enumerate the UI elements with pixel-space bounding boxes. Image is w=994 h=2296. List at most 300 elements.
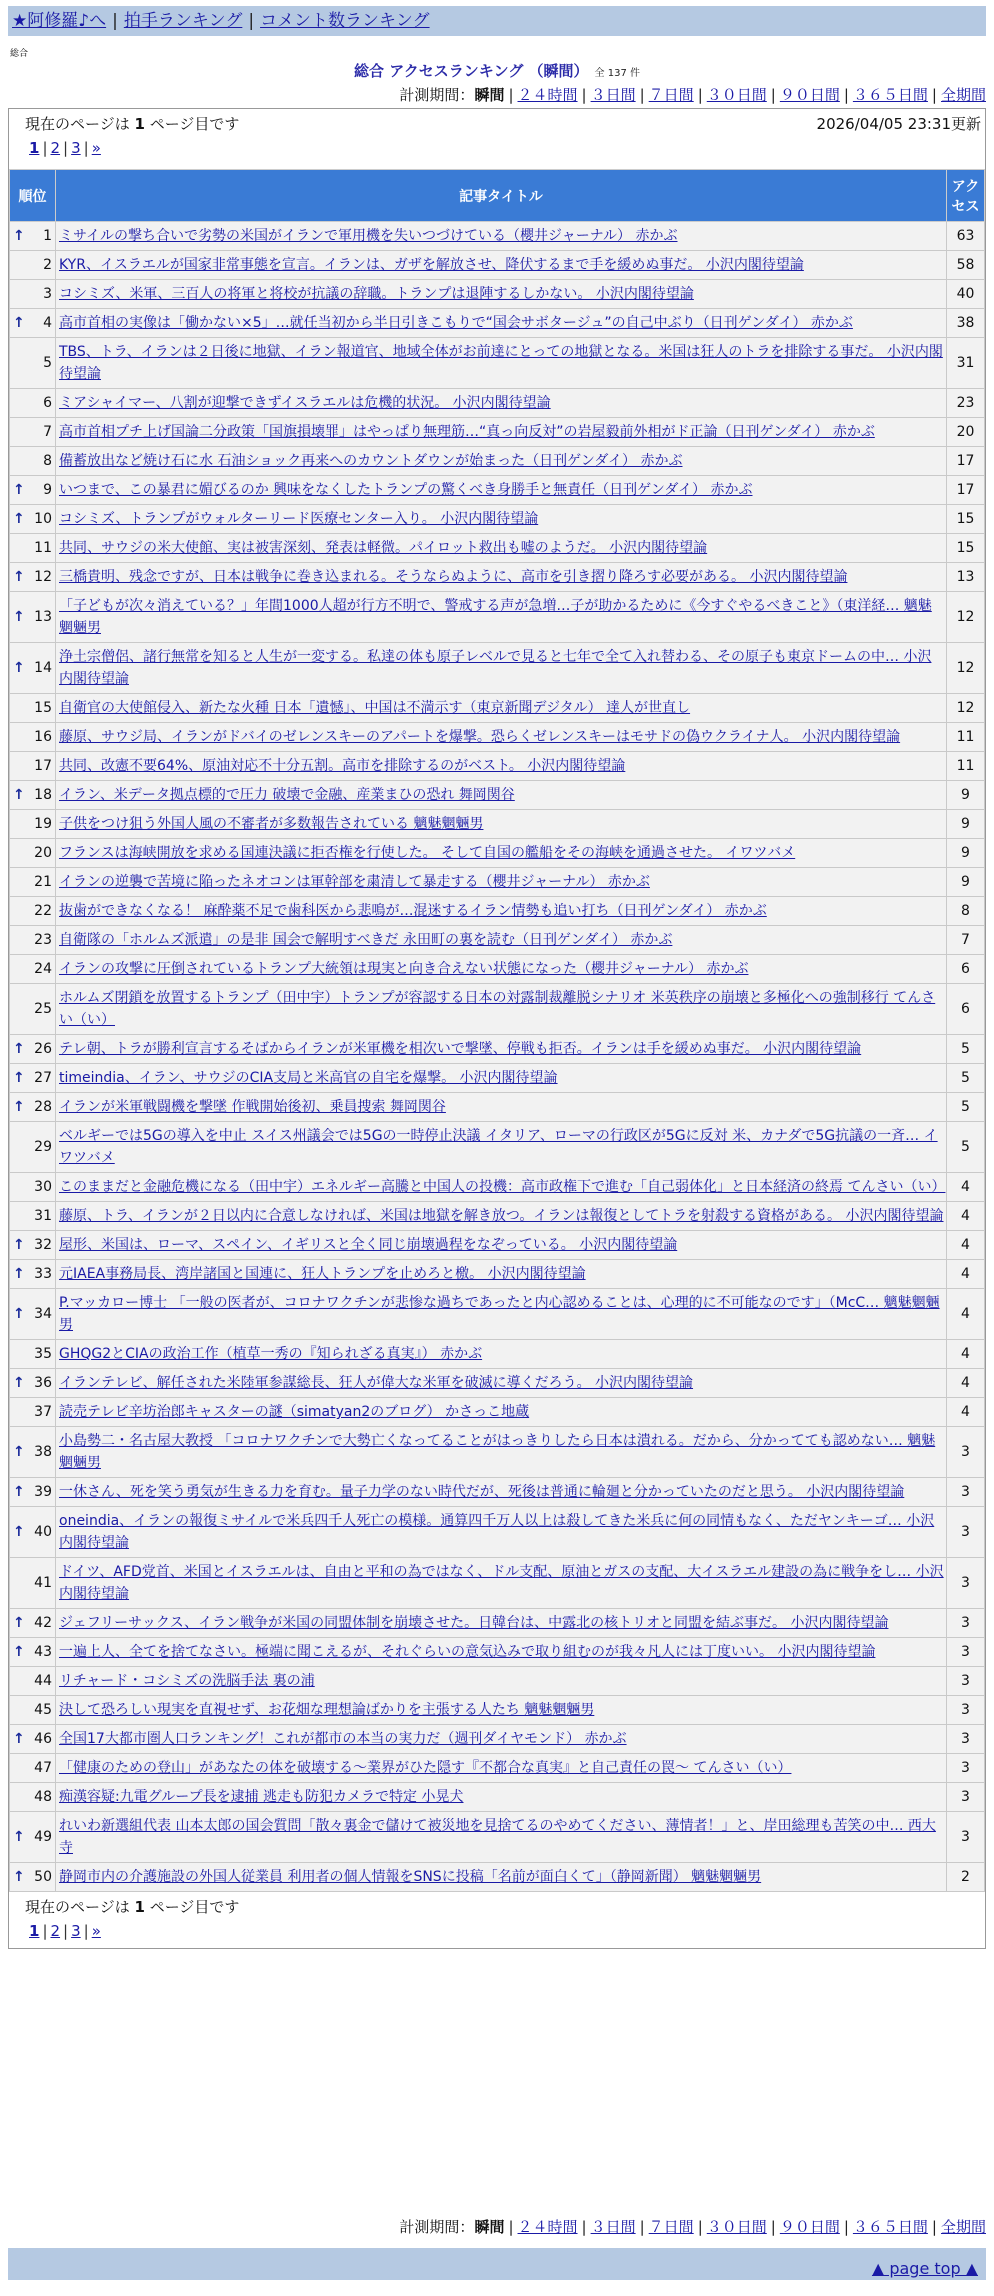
- article-link[interactable]: 「健康のための登山」があなたの体を破壊する〜業界がひた隠す『不都合な真実』と自己責任の罠〜 てんさい（い）: [59, 1760, 792, 1776]
- access-count: 11: [947, 723, 985, 752]
- access-count: 3: [947, 1638, 985, 1667]
- access-count: 11: [947, 752, 985, 781]
- table-row: [10, 447, 985, 476]
- period-separator: |: [639, 86, 645, 104]
- article-link[interactable]: いつまで、この暴君に媚びるのか 興味をなくしたトランプの驚くべき身勝手と無責任（日刊ゲンダイ） 赤かぶ: [59, 482, 753, 498]
- rank-cell: [10, 723, 56, 752]
- rank-cell: [10, 1231, 56, 1260]
- article-link[interactable]: 全国17大都市圏人口ランキング！これが都市の本当の実力だ（週刊ダイヤモンド） 赤かぶ: [59, 1731, 627, 1747]
- title-cell: [56, 1231, 947, 1260]
- rank-cell: [10, 694, 56, 723]
- article-link[interactable]: イラン、米データ拠点標的で圧力 破壊で金融、産業まひの恐れ 舞岡関谷: [59, 787, 515, 803]
- rank-number: 13: [34, 609, 52, 625]
- rank-cell: [10, 447, 56, 476]
- period-link[interactable]: ３０日間: [706, 86, 767, 104]
- page-link-3[interactable]: 3: [71, 139, 81, 157]
- table-row: [10, 810, 985, 839]
- rank-number: 26: [34, 1041, 52, 1057]
- article-link[interactable]: GHQG2とCIAの政治工作（植草一秀の『知られざる真実』） 赤かぶ: [59, 1346, 483, 1362]
- up-arrow-icon: ↑: [13, 1070, 25, 1086]
- title-cell: [56, 752, 947, 781]
- title-cell: [56, 1035, 947, 1064]
- up-arrow-icon: ↑: [13, 1829, 25, 1845]
- period-separator: |: [770, 2218, 776, 2236]
- comment-ranking-link[interactable]: コメント数ランキング: [260, 11, 430, 31]
- rank-cell: [10, 1478, 56, 1507]
- rank-cell: [10, 1093, 56, 1122]
- period-link[interactable]: ３０日間: [706, 2218, 767, 2236]
- article-link[interactable]: oneindia、イランの報復ミサイルで米兵四千人死亡の模様。通算四千万人以上は殺してきた米兵に何の同情もなく、ただヤンキーゴ… 小沢内閣待望論: [59, 1513, 935, 1551]
- article-link[interactable]: テレ朝、トラが勝利宣言するそばからイランが米軍機を相次いで撃墜、停戦も拒否。イランは手を緩めぬ事だ。 小沢内閣待望論: [59, 1041, 862, 1057]
- article-link[interactable]: 共同、改憲不要64%、原油対応不十分五割。高市を排除するのがベスト。 小沢内閣待望論: [59, 758, 626, 774]
- rank-number: 20: [34, 845, 52, 861]
- article-link[interactable]: 備蓄放出など焼け石に水 石油ショック再来へのカウントダウンが始まった（日刊ゲンダイ） 赤かぶ: [59, 453, 683, 469]
- rank-number: 33: [34, 1266, 52, 1282]
- period-separator: |: [843, 86, 849, 104]
- article-link[interactable]: timeindia、イラン、サウジのCIA支局と米高官の自宅を爆撃。 小沢内閣待望論: [59, 1070, 558, 1086]
- period-link[interactable]: ７日間: [648, 2218, 694, 2236]
- rank-cell: [10, 1783, 56, 1812]
- table-row: [10, 1609, 985, 1638]
- table-row: [10, 723, 985, 752]
- rank-cell: [10, 926, 56, 955]
- table-row: [10, 476, 985, 505]
- page-top-link[interactable]: ▲ page top ▲: [871, 2259, 978, 2278]
- access-count: 4: [947, 1202, 985, 1231]
- period-separator: |: [770, 86, 776, 104]
- table-row: [10, 1340, 985, 1369]
- up-arrow-icon: ↑: [13, 315, 25, 331]
- access-count: 5: [947, 1035, 985, 1064]
- rank-number: 44: [34, 1673, 52, 1689]
- title-cell: [56, 1609, 947, 1638]
- updated-time: 2026/04/05 23:31更新: [816, 115, 981, 133]
- rank-cell: [10, 563, 56, 592]
- page-separator: |: [63, 139, 69, 157]
- period-link[interactable]: ９０日間: [779, 2218, 840, 2236]
- table-row: [10, 1289, 985, 1340]
- access-count: 4: [947, 1289, 985, 1340]
- period-selector-bottom: [399, 2216, 986, 2237]
- article-link[interactable]: ドイツ、AFD党首、米国とイスラエルは、自由と平和の為ではなく、ドル支配、原油とガスの支配、大イスラエル建設の為に戦争をし… 小沢内閣待望論: [59, 1564, 944, 1602]
- table-row: [10, 563, 985, 592]
- access-count: 13: [947, 563, 985, 592]
- article-link[interactable]: 自衛官の大使館侵入、新たな火種 日本「遺憾」、中国は不満示す（東京新聞デジタル） 達人が世直し: [59, 700, 691, 716]
- rank-number: 23: [34, 932, 52, 948]
- title-cell: [56, 839, 947, 868]
- up-arrow-icon: ↑: [13, 1041, 25, 1057]
- table-row: [10, 1754, 985, 1783]
- table-row: [10, 1398, 985, 1427]
- table-row: [10, 251, 985, 280]
- bottom-bar: [8, 2248, 986, 2280]
- access-count: 4: [947, 1173, 985, 1202]
- title-cell: [56, 897, 947, 926]
- rank-cell: [10, 251, 56, 280]
- article-link[interactable]: フランスは海峡開放を求める国連決議に拒否権を行使した。 そして自国の艦船をその海峡を通過させた。 イワツバメ: [59, 845, 796, 861]
- rank-number: 50: [34, 1869, 52, 1885]
- rank-cell: [10, 389, 56, 418]
- up-arrow-icon: ↑: [13, 787, 25, 803]
- article-link[interactable]: 「子どもが次々消えている？」年間1000人超が行方不明で、警戒する声が急増…子が助かるために《今すぐやるべきこと》（東洋経… 魑魅魍魎男: [59, 598, 932, 636]
- title-cell: [56, 1667, 947, 1696]
- title-cell: [56, 1638, 947, 1667]
- access-count: 63: [947, 222, 985, 251]
- rank-number: 2: [43, 257, 52, 273]
- table-row: [10, 222, 985, 251]
- title-cell: [56, 723, 947, 752]
- access-count: 9: [947, 839, 985, 868]
- access-count: 9: [947, 868, 985, 897]
- article-link[interactable]: 痴漢容疑:九電グループ長を逮捕 逃走も防犯カメラで特定 小晃犬: [59, 1789, 464, 1805]
- rank-cell: [10, 1427, 56, 1478]
- period-link[interactable]: ２４時間: [517, 2218, 578, 2236]
- rank-header: 順位: [10, 170, 56, 222]
- title-cell: [56, 309, 947, 338]
- rank-number: 41: [34, 1575, 52, 1591]
- rank-cell: [10, 868, 56, 897]
- rank-cell: [10, 1558, 56, 1609]
- rank-cell: [10, 752, 56, 781]
- page-separator: |: [42, 1922, 48, 1940]
- access-count: 17: [947, 447, 985, 476]
- article-link[interactable]: 読売テレビ辛坊治郎キャスターの謎（simatyan2のブログ） かさっこ地蔵: [59, 1404, 530, 1420]
- rank-number: 4: [43, 315, 52, 331]
- period-label: 計測期間：: [399, 2218, 475, 2236]
- rank-number: 40: [34, 1524, 52, 1540]
- table-row: [10, 1093, 985, 1122]
- page-link-1[interactable]: 1: [29, 139, 40, 157]
- title-header: 記事タイトル: [56, 170, 947, 222]
- title-cell: [56, 534, 947, 563]
- table-row: [10, 1035, 985, 1064]
- table-row: [10, 1231, 985, 1260]
- article-link[interactable]: TBS、トラ、イランは２日後に地獄、イラン報道官、地域全体がお前達にとっての地獄となる。米国は狂人のトラを排除する事だ。 小沢内閣待望論: [59, 344, 943, 382]
- rank-number: 37: [34, 1404, 52, 1420]
- period-link[interactable]: ７日間: [648, 86, 694, 104]
- rank-number: 14: [34, 660, 52, 676]
- table-row: [10, 1667, 985, 1696]
- table-row: [10, 839, 985, 868]
- title-cell: [56, 1289, 947, 1340]
- period-link[interactable]: ３日間: [590, 86, 636, 104]
- rank-cell: [10, 839, 56, 868]
- period-separator: |: [843, 2218, 849, 2236]
- up-arrow-icon: ↑: [13, 228, 25, 244]
- table-row: [10, 1064, 985, 1093]
- title-cell: [56, 418, 947, 447]
- article-link[interactable]: 自衛隊の「ホルムズ派遣」の是非 国会で解明すべきだ 永田町の裏を読む（日刊ゲンダイ） 赤かぶ: [59, 932, 673, 948]
- access-count: 7: [947, 926, 985, 955]
- article-link[interactable]: ベルギーでは5Gの導入を中止 スイス州議会では5Gの一時停止決議 イタリア、ローマの行政区が5Gに反対 米、カナダで5G抗議の一斉… イワツバメ: [59, 1128, 938, 1166]
- rank-number: 46: [34, 1731, 52, 1747]
- home-link[interactable]: ★阿修羅♪へ: [12, 11, 107, 31]
- access-count: 12: [947, 643, 985, 694]
- ranking-frame: [8, 108, 986, 1949]
- rank-number: 28: [34, 1099, 52, 1115]
- rank-cell: [10, 592, 56, 643]
- article-link[interactable]: イランの逆襲で苦境に陥ったネオコンは軍幹部を粛清して暴走する（櫻井ジャーナル） 赤かぶ: [59, 874, 650, 890]
- rank-number: 34: [34, 1306, 52, 1322]
- title-cell: [56, 955, 947, 984]
- article-link[interactable]: ミサイルの撃ち合いで劣勢の米国がイランで軍用機を失いつづけている（櫻井ジャーナル） 赤かぶ: [59, 228, 678, 244]
- article-link[interactable]: 一遍上人、全てを捨てなさい。極端に聞こえるが、それぐらいの意気込みで取り組むのが我々凡人には丁度いい。 小沢内閣待望論: [59, 1644, 876, 1660]
- access-count: 5: [947, 1122, 985, 1173]
- rank-number: 17: [34, 758, 52, 774]
- table-row: [10, 694, 985, 723]
- rank-number: 19: [34, 816, 52, 832]
- access-count: 4: [947, 1398, 985, 1427]
- rank-cell: [10, 1507, 56, 1558]
- article-link[interactable]: 屋形、米国は、ローマ、スペイン、イギリスと全く同じ崩壊過程をなぞっている。 小沢内閣待望論: [59, 1237, 678, 1253]
- rank-cell: [10, 1340, 56, 1369]
- title-cell: [56, 926, 947, 955]
- rank-number: 47: [34, 1760, 52, 1776]
- up-arrow-icon: ↑: [13, 1524, 25, 1540]
- access-count: 17: [947, 476, 985, 505]
- article-link[interactable]: れいわ新選組代表 山本太郎の国会質問「散々裏金で儲けて被災地を見捨てるのやめてください、薄情者！」と、岸田総理も苦笑の中… 西大寺: [59, 1818, 936, 1856]
- current-page-text-bottom: 現在のページは 1 ページ目です: [25, 1898, 240, 1916]
- current-page-number: 1: [134, 115, 145, 133]
- rank-cell: [10, 643, 56, 694]
- rank-number: 38: [34, 1444, 52, 1460]
- period-link[interactable]: ２４時間: [517, 86, 578, 104]
- rank-cell: [10, 955, 56, 984]
- current-page-number: 1: [134, 1898, 145, 1916]
- access-count: 5: [947, 1064, 985, 1093]
- title-cell: [56, 389, 947, 418]
- table-row: [10, 984, 985, 1035]
- title-cell: [56, 338, 947, 389]
- period-separator: |: [639, 2218, 645, 2236]
- period-link[interactable]: ３６５日間: [852, 86, 928, 104]
- access-count: 3: [947, 1609, 985, 1638]
- rank-cell: [10, 338, 56, 389]
- access-count: 3: [947, 1725, 985, 1754]
- page-link-1[interactable]: 1: [29, 1922, 40, 1940]
- up-arrow-icon: ↑: [13, 1644, 25, 1660]
- rank-number: 11: [34, 540, 52, 556]
- title-cell: [56, 505, 947, 534]
- rank-number: 16: [34, 729, 52, 745]
- article-link[interactable]: 藤原、トラ、イランが２日以内に合意しなければ、米国は地獄を解き放つ。イランは報復としてトラを射殺する資格がある。 小沢内閣待望論: [59, 1208, 944, 1224]
- up-arrow-icon: ↑: [13, 482, 25, 498]
- period-label: 計測期間：: [399, 86, 475, 104]
- rank-cell: [10, 1863, 56, 1892]
- article-link[interactable]: コシミズ、トランプがウォルターリード医療センター入り。 小沢内閣待望論: [59, 511, 539, 527]
- article-link[interactable]: P.マッカロー博士 「一般の医者が、コロナワクチンが悲惨な過ちであったと内心認めることは、心理的に不可能なのです」（McC… 魑魅魍魎男: [59, 1295, 940, 1333]
- period-separator: |: [508, 2218, 514, 2236]
- article-link[interactable]: 静岡市内の介護施設の外国人従業員 利用者の個人情報をSNSに投稿「名前が面白くて」（静岡新聞） 魑魅魍魎男: [59, 1869, 762, 1885]
- article-link[interactable]: 一休さん、死を笑う勇気が生きる力を育む。量子力学のない時代だが、死後は普通に輪廻と分かっていたのだと思う。 小沢内閣待望論: [59, 1484, 905, 1500]
- up-arrow-icon: ↑: [13, 1237, 25, 1253]
- rank-cell: [10, 1289, 56, 1340]
- article-link[interactable]: ホルムズ閉鎖を放置するトランプ（田中宇）トランプが容認する日本の対露制裁離脱シナリオ 米英秩序の崩壊と多極化への強制移行 てんさい（い）: [59, 990, 936, 1028]
- article-link[interactable]: ミアシャイマー、八割が迎撃できずイスラエルは危機的状況。 小沢内閣待望論: [59, 395, 551, 411]
- article-link[interactable]: 子供をつけ狙う外国人風の不審者が多数報告されている 魑魅魍魎男: [59, 816, 484, 832]
- article-link[interactable]: このままだと金融危機になる（田中宇）エネルギー高騰と中国人の投機：高市政権下で進む「自己弱体化」と日本経済の終焉 てんさい（い）: [59, 1179, 946, 1195]
- period-separator: |: [581, 86, 587, 104]
- rank-cell: [10, 505, 56, 534]
- rank-cell: [10, 1638, 56, 1667]
- article-link[interactable]: リチャード・コシミズの洗脳手法 裏の浦: [59, 1673, 315, 1689]
- rank-cell: [10, 1667, 56, 1696]
- period-link[interactable]: 全期間: [940, 2218, 986, 2236]
- rank-cell: [10, 1064, 56, 1093]
- table-row: [10, 338, 985, 389]
- page-separator: |: [83, 139, 89, 157]
- next-page-link[interactable]: »: [91, 139, 101, 157]
- rank-number: 18: [34, 787, 52, 803]
- title-cell: [56, 1398, 947, 1427]
- article-link[interactable]: ジェフリーサックス、イラン戦争が米国の同盟体制を崩壊させた。日韓台は、中露北の核トリオと同盟を結ぶ事だ。 小沢内閣待望論: [59, 1615, 889, 1631]
- rank-number: 27: [34, 1070, 52, 1086]
- rank-cell: [10, 1609, 56, 1638]
- page-link-2[interactable]: 2: [50, 139, 61, 157]
- title-cell: [56, 447, 947, 476]
- article-link[interactable]: イランテレビ、解任された米陸軍参謀総長、狂人が偉大な米軍を破滅に導くだろう。 小沢内閣待望論: [59, 1375, 694, 1391]
- rank-cell: [10, 1369, 56, 1398]
- access-header: アクセス: [947, 170, 985, 222]
- rank-number: 3: [43, 286, 52, 302]
- table-row: [10, 1173, 985, 1202]
- access-count: 3: [947, 1558, 985, 1609]
- title-cell: [56, 1558, 947, 1609]
- title-cell: [56, 1783, 947, 1812]
- access-count: 12: [947, 694, 985, 723]
- article-link[interactable]: 元IAEA事務局長、湾岸諸国と国連に、狂人トランプを止めろと檄。 小沢内閣待望論: [59, 1266, 586, 1282]
- rank-cell: [10, 476, 56, 505]
- title-cell: [56, 781, 947, 810]
- period-link[interactable]: ３６５日間: [852, 2218, 928, 2236]
- title-cell: [56, 1122, 947, 1173]
- article-link[interactable]: 決して恐ろしい現実を直視せず、お花畑な理想論ばかりを主張する人たち 魑魅魍魎男: [59, 1702, 595, 1718]
- article-link[interactable]: 高市首相プチ上げ国論二分政策「国旗損壊罪」はやっぱり無理筋…“真っ向反対”の岩屋毅前外相がド正論（日刊ゲンダイ） 赤かぶ: [59, 424, 875, 440]
- up-arrow-icon: ↑: [13, 1484, 25, 1500]
- table-row: [10, 752, 985, 781]
- access-count: 31: [947, 338, 985, 389]
- access-count: 3: [947, 1667, 985, 1696]
- pagination-top: [29, 139, 101, 157]
- page-info-bottom: [9, 1892, 985, 1948]
- rank-cell: [10, 1398, 56, 1427]
- period-link[interactable]: 全期間: [940, 86, 986, 104]
- rank-number: 35: [34, 1346, 52, 1362]
- article-link[interactable]: 浄土宗僧侶、諸行無常を知ると人生が一変する。私達の体も原子レベルで見ると七年で全て入れ替わる、その原子も東京ドームの中… 小沢内閣待望論: [59, 649, 932, 687]
- article-link[interactable]: 小島勢二・名古屋大教授 「コロナワクチンで大勢亡くなってることがはっきりしたら日本は潰れる。だから、分かってても認めない… 魑魅魍魎男: [59, 1433, 936, 1471]
- article-link[interactable]: イランの攻撃に圧倒されているトランプ大統領は現実と向き合えない状態になった（櫻井ジャーナル） 赤かぶ: [59, 961, 749, 977]
- title-cell: [56, 1064, 947, 1093]
- access-count: 5: [947, 1093, 985, 1122]
- access-count: 6: [947, 984, 985, 1035]
- up-arrow-icon: ↑: [13, 660, 25, 676]
- table-row: [10, 505, 985, 534]
- period-link[interactable]: ９０日間: [779, 86, 840, 104]
- up-arrow-icon: ↑: [13, 569, 25, 585]
- rank-cell: [10, 280, 56, 309]
- period-separator: |: [697, 86, 703, 104]
- access-count: 3: [947, 1427, 985, 1478]
- rank-number: 42: [34, 1615, 52, 1631]
- access-count: 2: [947, 1863, 985, 1892]
- title-cell: [56, 1863, 947, 1892]
- title-cell: [56, 1754, 947, 1783]
- next-page-link[interactable]: »: [91, 1922, 101, 1940]
- rank-number: 25: [34, 1001, 52, 1017]
- access-count: 58: [947, 251, 985, 280]
- article-link[interactable]: 藤原、サウジ局、イランがドバイのゼレンスキーのアパートを爆撃。恐らくゼレンスキーはモサドの偽ウクライナ人。 小沢内閣待望論: [59, 729, 901, 745]
- clap-ranking-link[interactable]: 拍手ランキング: [123, 11, 243, 31]
- rank-number: 22: [34, 903, 52, 919]
- rank-cell: [10, 1260, 56, 1289]
- rank-number: 12: [34, 569, 52, 585]
- article-link[interactable]: 三橋貴明、残念ですが、日本は戦争に巻き込まれる。そうならぬように、高市を引き摺り降ろす必要がある。 小沢内閣待望論: [59, 569, 848, 585]
- table-row: [10, 534, 985, 563]
- up-arrow-icon: ↑: [13, 1615, 25, 1631]
- table-row: [10, 781, 985, 810]
- table-row: [10, 1638, 985, 1667]
- up-arrow-icon: ↑: [13, 1444, 25, 1460]
- rank-number: 1: [43, 228, 52, 244]
- title-cell: [56, 222, 947, 251]
- table-row: [10, 418, 985, 447]
- rank-number: 49: [34, 1829, 52, 1845]
- article-link[interactable]: コシミズ、米軍、三百人の将軍と将校が抗議の辞職。トランプは退陣するしかない。 小沢内閣待望論: [59, 286, 694, 302]
- access-count: 23: [947, 389, 985, 418]
- table-row: [10, 1783, 985, 1812]
- access-count: 4: [947, 1260, 985, 1289]
- table-row: [10, 1558, 985, 1609]
- article-link[interactable]: イランが米軍戦闘機を撃墜 作戦開始後初、乗員捜索 舞岡関谷: [59, 1099, 446, 1115]
- article-link[interactable]: KYR、イスラエルが国家非常事態を宣言。イランは、ガザを解放させ、降伏するまで手を緩めぬ事だ。 小沢内閣待望論: [59, 257, 804, 273]
- rank-number: 36: [34, 1375, 52, 1391]
- up-arrow-icon: ↑: [13, 1375, 25, 1391]
- table-row: [10, 1725, 985, 1754]
- period-link[interactable]: ３日間: [590, 2218, 636, 2236]
- rank-cell: [10, 1696, 56, 1725]
- access-count: 9: [947, 781, 985, 810]
- page-link-2[interactable]: 2: [50, 1922, 61, 1940]
- rank-cell: [10, 1035, 56, 1064]
- access-count: 3: [947, 1754, 985, 1783]
- period-separator: |: [508, 86, 514, 104]
- table-row: [10, 1696, 985, 1725]
- article-link[interactable]: 抜歯ができなくなる！ 麻酔薬不足で歯科医から悲鳴が…混迷するイラン情勢も追い打ち（日刊ゲンダイ） 赤かぶ: [59, 903, 767, 919]
- access-count: 15: [947, 534, 985, 563]
- current-page-text: 現在のページは 1 ページ目です: [25, 115, 240, 133]
- table-row: [10, 868, 985, 897]
- total-count: 全 137 件: [594, 68, 640, 79]
- page-link-3[interactable]: 3: [71, 1922, 81, 1940]
- table-row: [10, 1260, 985, 1289]
- pagination-bottom: [29, 1922, 101, 1940]
- article-link[interactable]: 共同、サウジの米大使館、実は被害深刻、発表は軽微。パイロット救出も嘘のようだ。 小沢内閣待望論: [59, 540, 708, 556]
- rank-cell: [10, 1725, 56, 1754]
- period-current: 瞬間: [474, 2218, 505, 2236]
- table-row: [10, 1507, 985, 1558]
- access-count: 3: [947, 1507, 985, 1558]
- title-cell: [56, 1427, 947, 1478]
- access-count: 3: [947, 1696, 985, 1725]
- title-cell: [56, 694, 947, 723]
- title-cell: [56, 868, 947, 897]
- period-separator: |: [581, 2218, 587, 2236]
- table-row: [10, 643, 985, 694]
- article-link[interactable]: 高市首相の実像は「働かない×5」…就任当初から半日引きこもりで“国会サボタージュ”の自己中ぶり（日刊ゲンダイ） 赤かぶ: [59, 315, 853, 331]
- rank-number: 48: [34, 1789, 52, 1805]
- rank-cell: [10, 222, 56, 251]
- access-count: 15: [947, 505, 985, 534]
